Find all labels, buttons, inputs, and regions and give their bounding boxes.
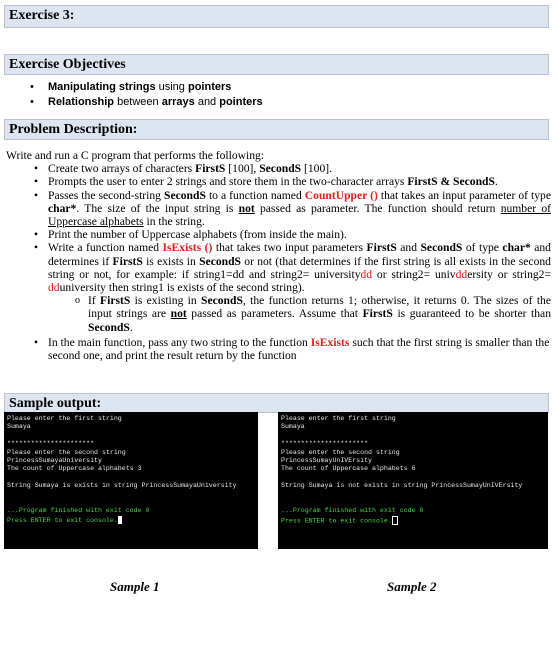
- text: that takes two input parameters: [212, 241, 367, 255]
- function-name: IsExists: [310, 335, 350, 349]
- sample-1-caption: Sample 1: [110, 579, 160, 594]
- console-line: ...Program finished with exit code 0: [7, 507, 150, 515]
- highlight: dd: [48, 281, 60, 295]
- var-name: SecondS: [201, 294, 243, 308]
- text: [100].: [301, 162, 333, 176]
- var-name: SecondS: [164, 188, 206, 202]
- text: passed as parameters. Assume that: [186, 307, 363, 321]
- var-name: SecondS: [259, 162, 302, 176]
- sample-output-heading: Sample output:: [9, 396, 102, 411]
- objective-term: Manipulating strings: [48, 81, 156, 93]
- text: passed as parameter. The function should return: [254, 201, 501, 215]
- console-line: **********************: [7, 440, 95, 448]
- text: is guaranteed to be shorter than: [392, 307, 552, 321]
- list-item: [6, 336, 551, 362]
- list-item: [6, 241, 551, 333]
- objectives-list: [0, 80, 263, 110]
- console-line: **********************: [281, 440, 369, 448]
- exercise-title: Exercise 3:: [9, 8, 75, 23]
- var-name: FirstS: [362, 307, 393, 321]
- list-item: [6, 189, 551, 229]
- problem-heading-bar: [4, 119, 549, 140]
- objective-term: arrays: [161, 96, 195, 108]
- console-sample-1: [4, 412, 258, 549]
- console-line: Please enter the second string: [7, 448, 126, 456]
- objective-text: between: [114, 96, 162, 108]
- text: in the string.: [143, 215, 205, 229]
- text: Create two arrays of characters: [48, 162, 196, 176]
- list-item: • Print the number of Uppercase alphabets (from inside the main).: [6, 228, 551, 241]
- console-sample-2: [278, 412, 548, 549]
- var-name: FirstS: [112, 254, 143, 268]
- type-name: char*: [48, 201, 77, 215]
- problem-heading: Problem Description:: [9, 122, 138, 137]
- cursor-icon: [118, 516, 122, 524]
- list-item: [6, 294, 551, 334]
- text: . The size of the input string is: [76, 201, 239, 215]
- objective-text: using: [155, 81, 188, 93]
- list-item: [0, 80, 263, 95]
- text: such that the first string is smaller than the second one, and print the result return by the function: [48, 335, 550, 363]
- console-line: PrincessSumayaUniversity: [7, 457, 102, 465]
- problem-intro: Write and run a C program that performs the following:: [6, 149, 265, 162]
- function-name: IsExists (): [162, 241, 213, 255]
- text: and determines if: [48, 241, 551, 268]
- sample-2-caption: Sample 2: [387, 579, 437, 594]
- text: .: [494, 175, 498, 189]
- console-line: Press ENTER to exit console.: [281, 517, 392, 525]
- console-line: PrincessSumayUnIVErsity: [281, 457, 373, 465]
- requirements-list: [6, 162, 551, 362]
- objective-term: Relationship: [48, 96, 115, 108]
- console-line: The count of Uppercase alphabets 3: [7, 465, 142, 473]
- var-name: SecondS: [420, 241, 463, 255]
- console-line: String Sumaya is exists in string PrincessSumayaUniversity: [7, 482, 237, 490]
- text: and: [396, 241, 421, 255]
- sample-output-heading-bar: [4, 393, 549, 413]
- text: ersity or string2=: [467, 267, 551, 281]
- console-line: Please enter the first string: [7, 415, 122, 422]
- var-name: FirstS: [366, 241, 397, 255]
- console-line: String Sumaya is not exists in string PrincessSumayUnIVErsity: [281, 482, 523, 490]
- text: or string2= univ: [372, 267, 456, 281]
- text: , the function returns 1; otherwise, it returns 0. The sizes of the input strings are: [88, 294, 551, 321]
- text: to a function named: [205, 188, 305, 202]
- text: of type: [462, 241, 503, 255]
- text: If: [88, 294, 101, 308]
- emphasis: number of Uppercase alphabets: [48, 201, 551, 229]
- objectives-heading-bar: [4, 54, 549, 75]
- console-line: The count of Uppercase alphabets 6: [281, 465, 416, 473]
- text: [100],: [225, 162, 260, 176]
- objective-term: pointers: [187, 81, 232, 93]
- emphasis: not: [170, 307, 187, 321]
- list-item: [6, 162, 551, 175]
- var-name: SecondS: [88, 320, 130, 334]
- text: Passes the second-string: [48, 188, 165, 202]
- console-line: Please enter the first string: [281, 415, 396, 422]
- console-line: Sumaya: [281, 423, 305, 431]
- list-item: [0, 95, 263, 110]
- emphasis: not: [238, 201, 255, 215]
- highlight: dd: [360, 267, 373, 281]
- text: university then string1 is exists of the second string).: [59, 281, 305, 295]
- text: or not (that determines if the first string is all exists in the second string or not, for example: if string1=dd and string2= university: [48, 254, 551, 281]
- text: Prompts the user to enter 2 strings and store them in the two-character arrays: [48, 175, 408, 189]
- console-line: Sumaya: [7, 423, 31, 431]
- var-name: SecondS: [199, 254, 241, 268]
- exercise-title-bar: [4, 5, 549, 28]
- highlight: dd: [455, 267, 468, 281]
- cursor-icon: [392, 516, 398, 525]
- console-line: Please enter the second string: [281, 448, 400, 456]
- text: .: [129, 320, 133, 334]
- var-name: FirstS: [195, 162, 226, 176]
- function-name: CountUpper (): [304, 188, 378, 202]
- var-name: FirstS: [100, 294, 131, 308]
- sub-list: [6, 294, 551, 334]
- objective-text: and: [194, 96, 220, 108]
- text: In the main function, pass any two string to the function: [48, 335, 311, 349]
- type-name: char*: [502, 241, 531, 255]
- objective-term: pointers: [219, 96, 263, 108]
- var-name: FirstS & SecondS: [407, 175, 495, 189]
- text: is exists in: [142, 254, 200, 268]
- console-line: ...Program finished with exit code 0: [281, 507, 424, 515]
- console-line: Press ENTER to exit console.: [7, 516, 118, 524]
- list-item: [6, 175, 551, 188]
- problem-description: [6, 149, 551, 362]
- text: that takes an input parameter of type: [377, 188, 552, 202]
- objectives-heading: Exercise Objectives: [9, 57, 126, 72]
- text: Write a function named: [48, 241, 163, 255]
- text: is existing in: [130, 294, 202, 308]
